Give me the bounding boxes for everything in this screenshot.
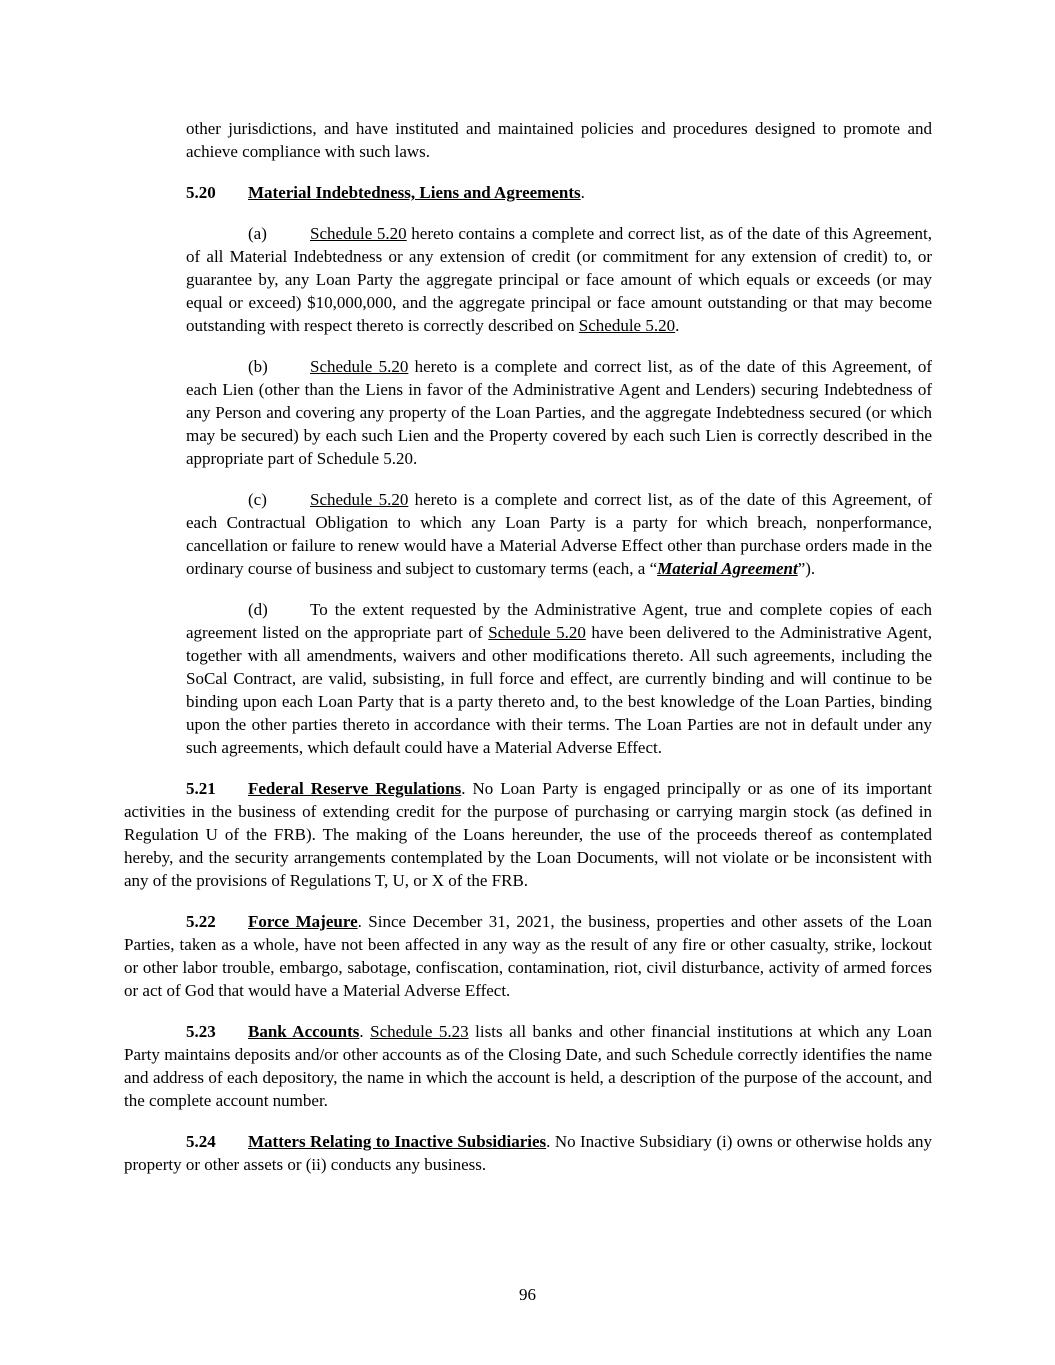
section-5-20-heading [186, 181, 932, 204]
schedule-5-20-reference: Schedule 5.20 [488, 623, 586, 642]
section-number: 5.22 [186, 912, 216, 931]
section-number: 5.24 [186, 1132, 216, 1151]
paragraph-text: have been delivered to the Administrative Agent, together with all amendments, waivers and other modifications thereto. All such agreements, including the SoCal Contract, are valid, subsisting, in full force and effect, are currently binding and will continue to be binding upon each Loan Party that is a party thereto and, to the best knowledge of the Loan Parties, binding upon the other parties thereto in accordance with their terms. The Loan Parties are not in default under any such agreements, which default could have a Material Adverse Effect. [186, 623, 932, 757]
paragraph-text: . No Loan Party is engaged principally or as one of its important activities in the business of extending credit for the purpose of purchasing or carrying margin stock (as defined in Regulation U of the FRB). The making of the Loans hereunder, the use of the proceeds thereof as contemplated hereby, and the security arrangements contemplated by the Loan Documents, will not violate or be inconsistent with any of the provisions of Regulations T, U, or X of the FRB. [124, 779, 932, 890]
paragraph-text: . [675, 316, 680, 335]
paragraph-text: . No Inactive Subsidiary (i) owns or otherwise holds any property or other assets or (ii) conducts any business. [124, 1132, 932, 1174]
section-title: Bank Accounts [248, 1022, 360, 1041]
section-title: Matters Relating to Inactive Subsidiaries [248, 1132, 547, 1151]
paragraph-text: ”). [797, 559, 816, 578]
section-number: 5.20 [186, 183, 216, 202]
section-5-24 [124, 1130, 932, 1176]
defined-term-material-agreement: Material Agreement [657, 559, 798, 578]
heading-period: . [580, 183, 585, 202]
list-marker-a: (a) [248, 224, 267, 243]
list-marker-c: (c) [248, 490, 267, 509]
paragraph-text: other jurisdictions, and have instituted and maintained policies and procedures designed to promote and achieve compliance with such laws. [186, 119, 932, 161]
list-marker-b: (b) [248, 357, 268, 376]
schedule-5-20-reference: Schedule 5.20 [310, 357, 409, 376]
page-footer [0, 1283, 1055, 1306]
paragraph-5-20-a [186, 222, 932, 337]
section-5-21 [124, 777, 932, 892]
paragraph-5-20-d [186, 598, 932, 759]
schedule-5-20-reference: Schedule 5.20 [578, 316, 676, 335]
paragraph-text: hereto is a complete and correct list, as of the date of this Agreement, of each Contractual Obligation to which any Loan Party is a party for which breach, nonperformance, cancellation or failure to renew would have a Material Adverse Effect other than purchase orders made in the ordinary course of business and subject to customary terms (each, a “ [186, 490, 932, 578]
paragraph-text: lists all banks and other financial institutions at which any Loan Party maintains deposits and/or other accounts as of the Closing Date, and such Schedule correctly identifies the name and address of each depository, the name in which the account is held, a description of the purpose of the account, and the complete account number. [124, 1022, 932, 1110]
section-title: Material Indebtedness, Liens and Agreements [248, 183, 581, 202]
section-number: 5.21 [186, 779, 216, 798]
paragraph-text: hereto is a complete and correct list, as of the date of this Agreement, of each Lien (other than the Liens in favor of the Administrative Agent and Lenders) securing Indebtedness of any Person and covering any property of the Loan Parties, and the aggregate Indebtedness secured (or which may be secured) by each such Lien and the Property covered by each such Lien is correctly described in the appropriate part of Schedule 5.20. [186, 357, 932, 468]
section-5-23 [124, 1020, 932, 1112]
page-number: 96 [519, 1285, 536, 1304]
paragraph-5-20-c [186, 488, 932, 580]
schedule-5-23-reference: Schedule 5.23 [370, 1022, 469, 1041]
section-number: 5.23 [186, 1022, 216, 1041]
schedule-5-20-reference: Schedule 5.20 [310, 224, 407, 243]
paragraph-5-20-b [186, 355, 932, 470]
section-5-20-block [186, 117, 932, 759]
section-title: Force Majeure [248, 912, 358, 931]
section-5-22 [124, 910, 932, 1002]
section-title: Federal Reserve Regulations [248, 779, 462, 798]
paragraph-text: hereto contains a complete and correct list, as of the date of this Agreement, of all Material Indebtedness or any extension of credit (or commitment for any extension of credit) to, or guarantee by, any Loan Party the aggregate principal or face amount of which equals or exceeds (or may equal or exceed) $10,000,000, and the aggregate principal or face amount outstanding or that may become outstanding with respect thereto is correctly described on [186, 224, 932, 335]
paragraph-text: . [359, 1022, 371, 1041]
paragraph-text: To the extent requested by the Administrative Agent, true and complete copies of each agreement listed on the appropriate part of [186, 600, 932, 642]
list-marker-d: (d) [248, 600, 268, 619]
schedule-5-20-reference: Schedule 5.20 [310, 490, 409, 509]
paragraph-text: . Since December 31, 2021, the business, properties and other assets of the Loan Parties, taken as a whole, have not been affected in any way as the result of any fire or other casualty, strike, lockout or other labor trouble, embargo, sabotage, confiscation, contamination, riot, civil disturbance, activity of armed forces or act of God that would have a Material Adverse Effect. [124, 912, 932, 1000]
continuation-paragraph [186, 117, 932, 163]
